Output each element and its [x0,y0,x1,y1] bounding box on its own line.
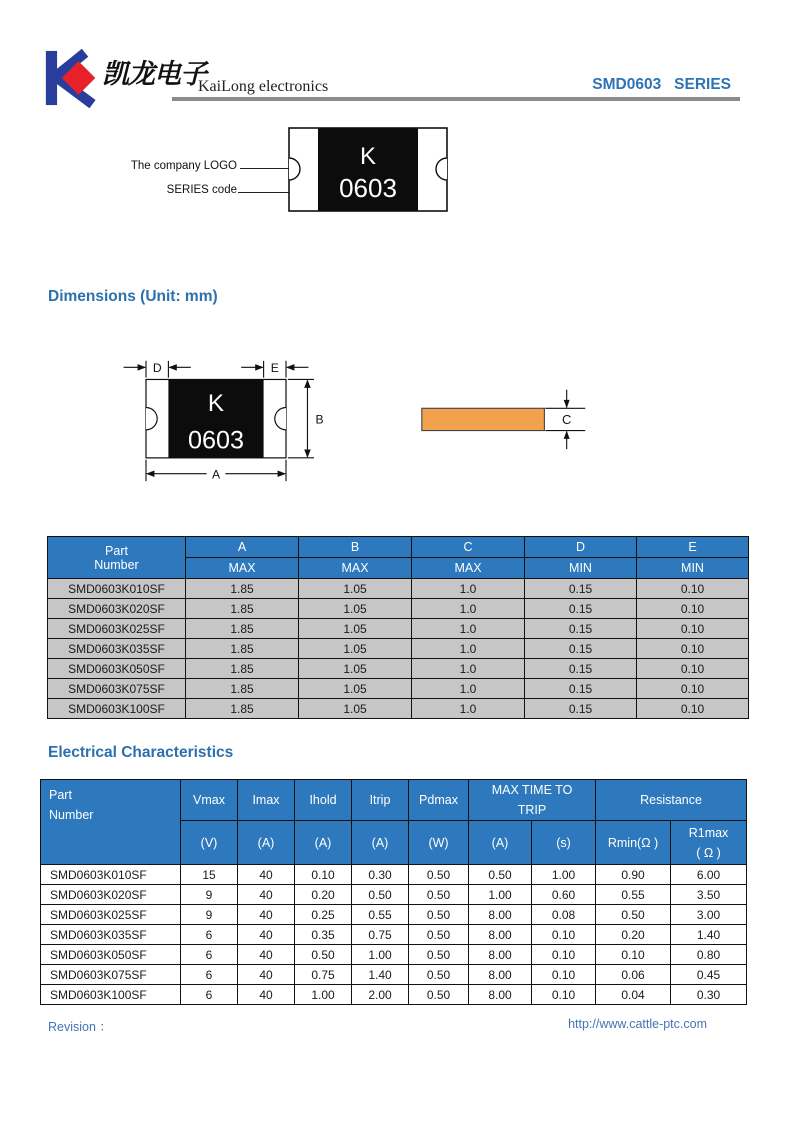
chip-side-body [422,408,545,430]
value-cell: 0.30 [671,985,747,1005]
part-number-cell: SMD0603K050SF [41,945,181,965]
value-cell: 1.05 [299,599,412,619]
value-cell: 40 [238,965,295,985]
value-cell: 15 [181,865,238,885]
value-cell: 0.55 [596,885,671,905]
dimensions-table-body [48,579,749,719]
part-number-header: Part Number [41,780,181,865]
value-cell: 0.10 [637,579,749,599]
dim-label-d: D [152,361,162,375]
table-row [48,679,749,699]
value-cell: 0.90 [596,865,671,885]
value-cell: 6 [181,925,238,945]
value-cell: 40 [238,885,295,905]
dim-label-e: E [270,361,279,375]
value-cell: 0.50 [409,905,469,925]
value-cell: 8.00 [469,945,532,965]
chip-logo-text: K [359,143,377,170]
value-cell: 0.75 [352,925,409,945]
value-cell: 40 [238,925,295,945]
value-cell: 8.00 [469,905,532,925]
table-row [48,599,749,619]
value-cell: 2.00 [352,985,409,1005]
value-cell: 1.85 [186,679,299,699]
value-cell: 0.06 [596,965,671,985]
value-cell: 0.08 [532,905,596,925]
dimension-drawings [0,344,793,494]
value-cell: 0.75 [295,965,352,985]
table-header-row [48,537,749,558]
part-number-cell: SMD0603K100SF [41,985,181,1005]
website-link[interactable]: http://www.cattle-ptc.com [568,1017,707,1031]
column-header: Imax [238,780,295,821]
electrical-table [40,779,747,1005]
trip-group-header: MAX TIME TO TRIP [469,780,596,821]
value-cell: 6 [181,945,238,965]
value-cell: 1.0 [412,619,525,639]
value-cell: 0.50 [409,885,469,905]
unit-header: (W) [409,821,469,865]
page-footer [48,1017,707,1035]
value-cell: 1.00 [295,985,352,1005]
value-cell: 40 [238,865,295,885]
value-cell: 1.40 [352,965,409,985]
value-cell: 1.05 [299,699,412,719]
value-cell: 0.10 [295,865,352,885]
value-cell: 0.50 [352,885,409,905]
value-cell: 0.15 [525,639,637,659]
part-number-cell: SMD0603K020SF [41,885,181,905]
unit-header: (A) [295,821,352,865]
dim-label-a: A [211,467,221,482]
value-cell: 0.50 [596,905,671,925]
part-number-cell: SMD0603K025SF [41,905,181,925]
series-code-callout-label: SERIES code [166,184,237,196]
value-cell: 0.15 [525,579,637,599]
table-row [48,619,749,639]
value-cell: 0.50 [409,965,469,985]
limit-header: MIN [637,558,749,579]
value-cell: 40 [238,905,295,925]
table-header-row [41,780,747,821]
column-header: Itrip [352,780,409,821]
chip-code-text: 0603 [339,173,397,203]
resistance-group-header: Resistance [596,780,747,821]
column-header: D [525,537,637,558]
company-name-english: KaiLong electronics [198,78,329,95]
value-cell: 1.0 [412,639,525,659]
value-cell: 1.85 [186,659,299,679]
table-row [48,579,749,599]
limit-header: MAX [299,558,412,579]
table-row [41,865,747,885]
value-cell: 6.00 [671,865,747,885]
drawing-chip-code: 0603 [187,426,245,455]
value-cell: 0.50 [469,865,532,885]
value-cell: 40 [238,945,295,965]
value-cell: 0.50 [409,985,469,1005]
value-cell: 0.10 [637,639,749,659]
table-row [48,659,749,679]
value-cell: 0.10 [637,659,749,679]
value-cell: 0.20 [295,885,352,905]
value-cell: 1.0 [412,579,525,599]
value-cell: 1.05 [299,579,412,599]
part-number-cell: SMD0603K010SF [41,865,181,885]
table-row [41,905,747,925]
value-cell: 0.45 [671,965,747,985]
value-cell: 0.10 [637,619,749,639]
value-cell: 0.20 [596,925,671,945]
part-number-cell: SMD0603K025SF [48,619,186,639]
value-cell: 1.0 [412,699,525,719]
value-cell: 1.05 [299,659,412,679]
value-cell: 0.15 [525,599,637,619]
value-cell: 3.00 [671,905,747,925]
limit-header: MAX [412,558,525,579]
unit-header: (s) [532,821,596,865]
column-header: Pdmax [409,780,469,821]
chip-side-view [418,386,590,451]
value-cell: 1.05 [299,679,412,699]
value-cell: 0.50 [409,865,469,885]
part-number-cell: SMD0603K035SF [41,925,181,945]
part-number-cell: SMD0603K035SF [48,639,186,659]
value-cell: 8.00 [469,925,532,945]
column-header: A [186,537,299,558]
value-cell: 0.10 [532,985,596,1005]
value-cell: 1.05 [299,639,412,659]
company-name-chinese: 凯龙电子 [102,59,206,90]
value-cell: 0.10 [532,925,596,945]
value-cell: 1.85 [186,579,299,599]
chip-dimension-drawing [118,344,328,484]
value-cell: 8.00 [469,985,532,1005]
value-cell: 3.50 [671,885,747,905]
unit-header: (A) [469,821,532,865]
value-cell: 1.85 [186,619,299,639]
value-cell: 0.15 [525,659,637,679]
value-cell: 0.55 [352,905,409,925]
table-row [48,699,749,719]
dim-label-b: B [315,412,324,427]
value-cell: 1.00 [352,945,409,965]
value-cell: 9 [181,905,238,925]
table-row [48,639,749,659]
unit-header: (A) [238,821,295,865]
product-illustration [95,127,575,217]
value-cell: 0.10 [637,599,749,619]
series-title: SMD0603 SERIES [592,76,731,93]
part-number-header: Part Number [48,537,186,579]
value-cell: 6 [181,965,238,985]
rmin-header: Rmin(Ω ) [596,821,671,865]
value-cell: 0.10 [637,679,749,699]
part-number-cell: SMD0603K050SF [48,659,186,679]
value-cell: 1.85 [186,639,299,659]
part-number-cell: SMD0603K010SF [48,579,186,599]
value-cell: 0.50 [409,945,469,965]
value-cell: 0.10 [532,945,596,965]
value-cell: 0.50 [409,925,469,945]
value-cell: 0.15 [525,619,637,639]
part-number-cell: SMD0603K075SF [48,679,186,699]
value-cell: 0.60 [532,885,596,905]
column-header: C [412,537,525,558]
electrical-heading: Electrical Characteristics [48,744,234,761]
value-cell: 1.0 [412,679,525,699]
value-cell: 1.0 [412,599,525,619]
value-cell: 0.10 [596,945,671,965]
value-cell: 0.04 [596,985,671,1005]
dim-label-c: C [561,412,572,428]
table-row [41,885,747,905]
limit-header: MIN [525,558,637,579]
part-number-cell: SMD0603K020SF [48,599,186,619]
drawing-chip-logo: K [207,390,225,418]
column-header: B [299,537,412,558]
value-cell: 0.15 [525,679,637,699]
dimensions-table [47,536,749,719]
part-number-cell: SMD0603K100SF [48,699,186,719]
r1max-header: R1max ( Ω ) [671,821,747,865]
company-logo-icon [44,48,100,108]
value-cell: 1.85 [186,699,299,719]
unit-header: (A) [352,821,409,865]
value-cell: 0.25 [295,905,352,925]
value-cell: 9 [181,885,238,905]
table-row [41,925,747,945]
column-header: E [637,537,749,558]
value-cell: 0.35 [295,925,352,945]
value-cell: 0.10 [532,965,596,985]
value-cell: 1.40 [671,925,747,945]
value-cell: 0.15 [525,699,637,719]
value-cell: 6 [181,985,238,1005]
header-divider [172,97,740,101]
column-header: Vmax [181,780,238,821]
table-row [41,965,747,985]
unit-header: (V) [181,821,238,865]
table-row [41,985,747,1005]
value-cell: 1.00 [469,885,532,905]
value-cell: 1.0 [412,659,525,679]
value-cell: 0.10 [637,699,749,719]
limit-header: MAX [186,558,299,579]
revision-label: Revision ： [48,1020,112,1034]
part-number-cell: SMD0603K075SF [41,965,181,985]
dimensions-heading: Dimensions (Unit: mm) [48,288,218,305]
column-header: Ihold [295,780,352,821]
page-header [0,0,793,125]
chip-image [288,127,448,212]
table-row [41,945,747,965]
value-cell: 1.05 [299,619,412,639]
value-cell: 0.80 [671,945,747,965]
company-logo-callout-label: The company LOGO [130,160,237,172]
value-cell: 40 [238,985,295,1005]
electrical-table-body [41,865,747,1005]
value-cell: 8.00 [469,965,532,985]
value-cell: 1.85 [186,599,299,619]
value-cell: 0.50 [295,945,352,965]
value-cell: 0.30 [352,865,409,885]
value-cell: 1.00 [532,865,596,885]
